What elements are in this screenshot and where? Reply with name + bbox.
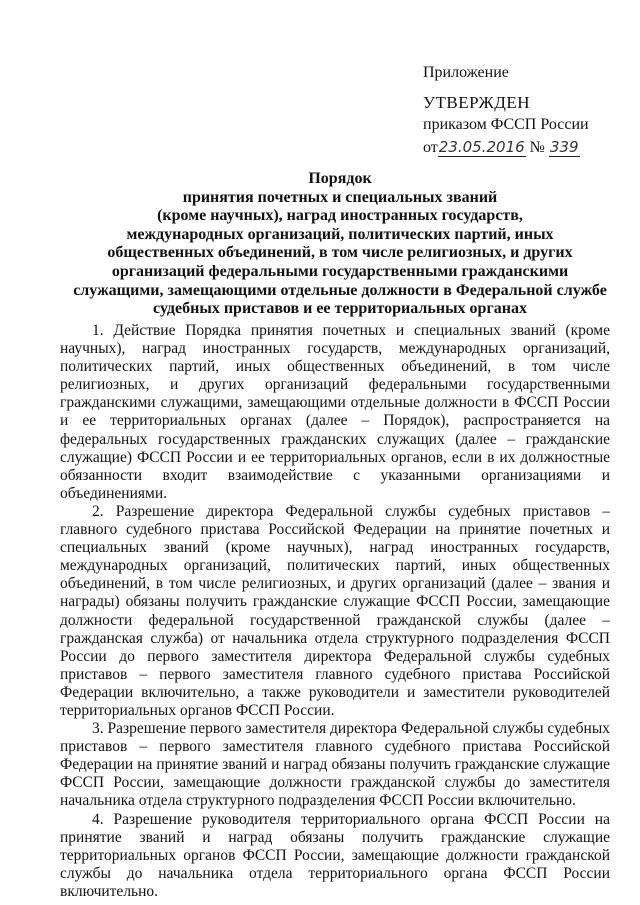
title-line: служащими, замещающими отдельные должности в Федеральной службе (73, 281, 607, 299)
number-sign: № (529, 139, 545, 156)
document-title (60, 170, 620, 319)
title-line: (кроме научных), наград иностранных государств, (157, 207, 523, 225)
title-heading: Порядок (308, 170, 372, 187)
paragraph-3: 3. Разрешение первого заместителя директора Федеральной службы судебных приставов – первого заместителя главного судебного пристава Российской Федерации на принятие званий и наград обязаны получить гражданские служащие ФССП России, замещающие должности гражданской службы до заместителя начальника отдела структурного подразделения ФССП России включительно. (60, 720, 610, 810)
paragraph-4: 4. Разрешение руководителя территориального органа ФССП России на принятие званий и наград обязаны получить гражданские служащие территориальных органов ФССП России, замещающие должности гражданской службы до начальника отдела территориального органа ФССП России включительно. (60, 810, 610, 900)
title-line: принятия почетных и специальных званий (182, 188, 498, 206)
date-prefix: от (423, 139, 438, 156)
document-body (60, 322, 610, 901)
appendix-label: Приложение (423, 64, 509, 81)
order-number: 339 (549, 138, 579, 156)
order-date: 23.05.2016 (438, 138, 525, 156)
paragraph-1: 1. Действие Порядка принятия почетных и специальных званий (кроме научных), наград иностранных государств, международных организаций, политических партий, иных общественных объединений, в том числе религиозных, и других организаций федеральными государственными гражданскими служащими, замещающими отдельные должности в ФССП России и ее территориальных органах (далее – Порядок), распространяется на федеральных государственных гражданских служащих (далее – гражданские служащие) ФССП России и ее территориальных органов, если в их должностные обязанности входит взаимодействие с указанными организациями и объединениями. (60, 322, 610, 502)
title-line: международных организаций, политических партий, иных (126, 225, 554, 243)
title-line: судебных приставов и ее территориальных органах (153, 300, 527, 318)
title-line: общественных объединений, в том числе религиозных, и других (107, 244, 573, 262)
title-line: организаций федеральными государственными гражданскими (111, 262, 569, 280)
order-date-line (423, 136, 623, 159)
paragraph-2: 2. Разрешение директора Федеральной службы судебных приставов – главного судебного пристава Российской Федерации на принятие почетных и специальных званий (кроме научных), наград иностранных государств, международных организаций, политических партий, иных общественных объединений, в том числе религиозных, и других организаций (далее – звания и награды) обязаны получить гражданские служащие ФССП России, замещающие должности федеральной государственной гражданской службы (далее – гражданская служба) от начальника отдела структурного подразделения ФССП России до первого заместителя директора Федеральной службы судебных приставов – первого заместителя главного судебного пристава Российской Федерации включительно, а также руководители и заместители руководителей территориальных органов ФССП России. (60, 502, 610, 719)
approved-label: УТВЕРЖДЕН (423, 93, 530, 112)
approval-block (423, 62, 623, 159)
order-by-label: приказом ФССП России (423, 116, 589, 133)
